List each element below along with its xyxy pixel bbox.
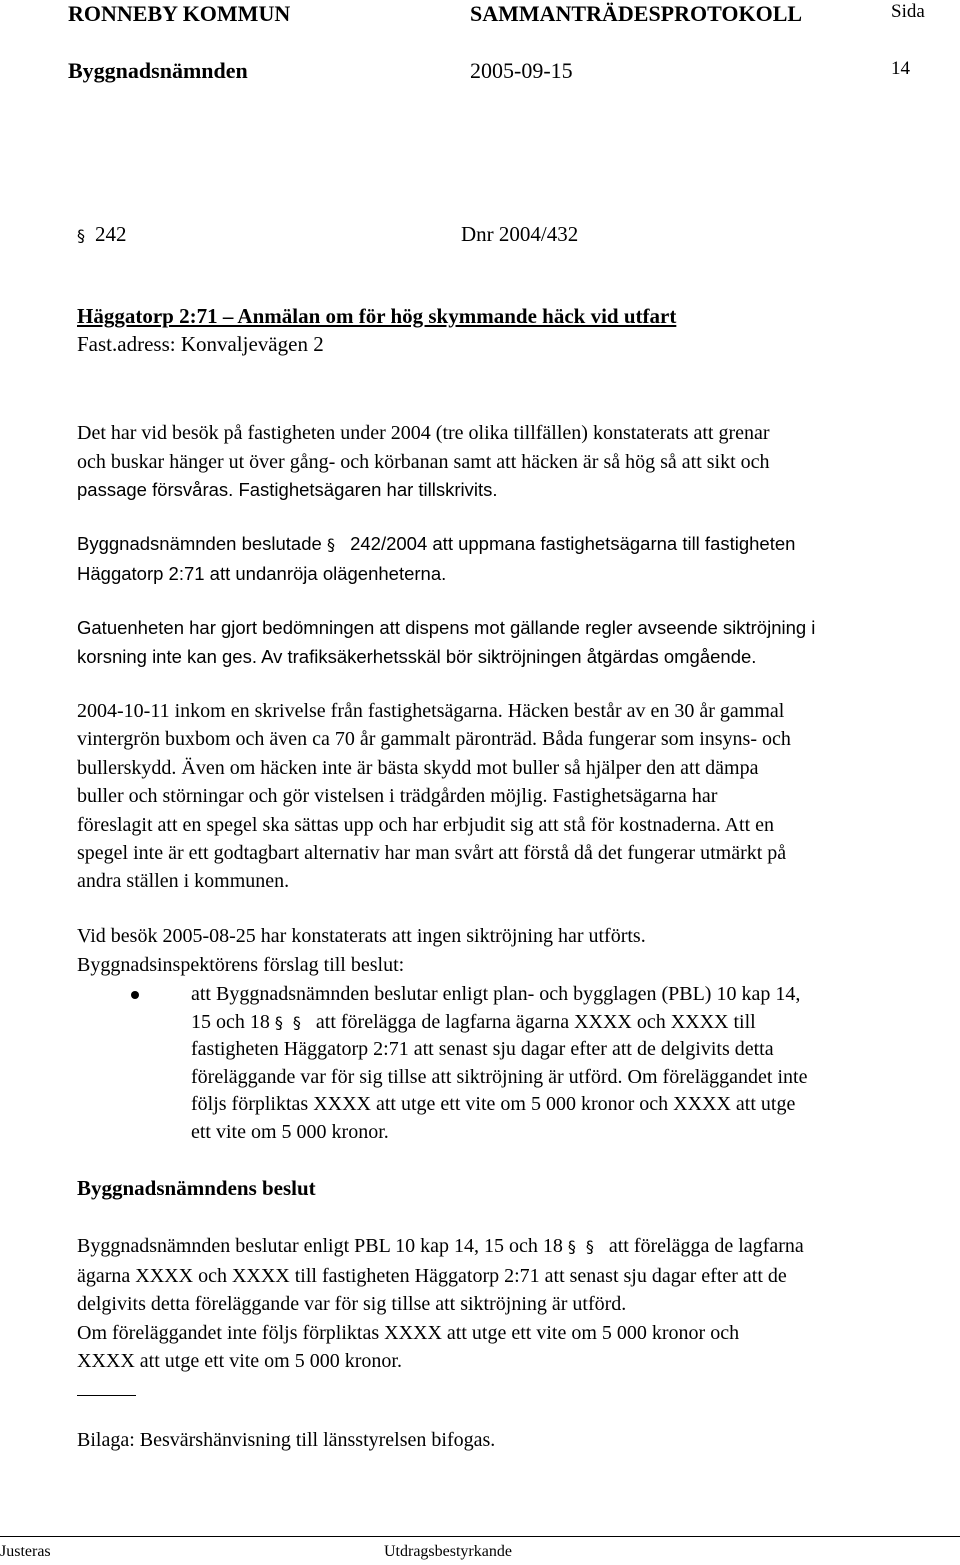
paragraph-4-line: spegel inte är ett godtagbart alternativ har man svårt att förstå då det fungerar utmärkt på — [77, 842, 787, 865]
paragraph-2 — [77, 530, 795, 588]
section-symbol: § — [326, 535, 335, 554]
header-date: 2005-09-15 — [470, 58, 573, 83]
proposal-part: att förelägga de lagfarna ägarna XXXX och XXXX till — [315, 1010, 756, 1033]
paragraph-1 — [77, 419, 770, 505]
case-number-value: 242 — [95, 222, 127, 246]
section-symbol: § — [77, 226, 85, 245]
bullet-dot-icon — [131, 991, 139, 999]
paragraph-4 — [77, 697, 791, 896]
case-title: Häggatorp 2:71 – Anmälan om för hög skymmande häck vid utfart — [77, 304, 677, 328]
paragraph-2-line: Häggatorp 2:71 att undanröja olägenheterna. — [77, 562, 447, 584]
paragraph-5 — [77, 922, 646, 979]
case-number — [77, 222, 127, 247]
paragraph-2-part: 242/2004 att uppmana fastighetsägarna till fastigheten — [350, 533, 796, 554]
section-symbol: § — [292, 1012, 301, 1032]
proposal-line: ett vite om 5 000 kronor. — [191, 1120, 389, 1143]
attachment-note: Bilaga: Besvärshänvisning till länsstyrelsen bifogas. — [77, 1429, 496, 1451]
proposal-line: fastigheten Häggatorp 2:71 att senast sju dagar efter att de delgivits detta — [191, 1038, 774, 1060]
proposal-line: föreläggande var för sig tillse att siktröjning är utförd. Om föreläggandet inte — [191, 1065, 808, 1088]
case-address: Fast.adress: Konvaljevägen 2 — [77, 332, 324, 356]
header-doc-type: SAMMANTRÄDESPROTOKOLL — [470, 1, 803, 26]
decision-line: XXXX att utge ett vite om 5 000 kronor. — [77, 1350, 402, 1372]
decision-part: Byggnadsnämnden beslutar enligt PBL 10 kap 14, 15 och 18 — [77, 1235, 563, 1257]
paragraph-4-line: buller och störningar och gör vistelsen i trädgården möjlig. Fastighetsägarna har — [77, 785, 718, 808]
case-dnr: Dnr 2004/432 — [461, 222, 579, 246]
decision-line: ägarna XXXX och XXXX till fastigheten Häggatorp 2:71 att senast sju dagar efter att de — [77, 1264, 787, 1287]
paragraph-3-line: korsning inte kan ges. Av trafiksäkerhetsskäl bör siktröjningen åtgärdas omgående. — [77, 645, 757, 667]
footer-justeras: Justeras — [0, 1543, 51, 1560]
footer-divider — [0, 1536, 960, 1537]
paragraph-3-line: Gatuenheten har gjort bedömningen att dispens mot gällande regler avseende siktröjning i — [77, 617, 816, 638]
paragraph-4-line: andra ställen i kommunen. — [77, 870, 290, 893]
footer-utdragsbestyrkande: Utdragsbestyrkande — [384, 1543, 512, 1560]
paragraph-4-line: föreslagit att en spegel ska sättas upp och har erbjudit sig att stå för kostnaderna. Att en — [77, 813, 775, 836]
paragraph-4-line: bullerskydd. Även om häcken inte är bästa skydd mot buller så hjälper den att dämpa — [77, 756, 759, 779]
paragraph-4-line: 2004-10-11 inkom en skrivelse från fastighetsägarna. Häcken består av en 30 år gammal — [77, 700, 785, 722]
paragraph-5-line: Vid besök 2005-08-25 har konstaterats att ingen siktröjning har utförts. — [77, 925, 646, 947]
paragraph-5-line: Byggnadsinspektörens förslag till beslut: — [77, 953, 405, 976]
decision-heading: Byggnadsnämndens beslut — [77, 1176, 316, 1200]
proposal-bullet-text — [191, 981, 807, 1146]
header-page-label: Sida — [891, 1, 925, 22]
decision-text — [77, 1232, 804, 1376]
decision-line: delgivits detta föreläggande var för sig tillse att siktröjning är utförd. — [77, 1293, 627, 1315]
section-symbol: § — [567, 1237, 576, 1256]
header-committee: Byggnadsnämnden — [68, 58, 248, 83]
paragraph-1-line: Det har vid besök på fastigheten under 2004 (tre olika tillfällen) konstaterats att grenar — [77, 422, 770, 444]
proposal-line: att Byggnadsnämnden beslutar enligt plan- och bygglagen (PBL) 10 kap 14, — [191, 983, 801, 1005]
proposal-part: 15 och 18 — [191, 1010, 270, 1033]
paragraph-3 — [77, 614, 815, 671]
proposal-line: följs förpliktas XXXX att utge ett vite om 5 000 kronor och XXXX att utge — [191, 1093, 796, 1115]
header-page-number: 14 — [891, 58, 910, 79]
short-divider — [77, 1395, 136, 1396]
paragraph-1-line: passage försvåras. Fastighetsägaren har tillskrivits. — [77, 479, 498, 500]
paragraph-1-line: och buskar hänger ut över gång- och körbanan samt att häcken är så hög så att sikt och — [77, 450, 770, 473]
header-org: RONNEBY KOMMUN — [68, 1, 291, 26]
paragraph-2-part: Byggnadsnämnden beslutade — [77, 533, 322, 554]
paragraph-4-line: vintergrön buxbom och även ca 70 år gammalt päronträd. Båda fungerar som insyns- och — [77, 728, 791, 751]
section-symbol: § — [585, 1237, 594, 1256]
section-symbol: § — [274, 1012, 283, 1032]
decision-line: Om föreläggandet inte följs förpliktas XXXX att utge ett vite om 5 000 kronor och — [77, 1321, 740, 1344]
decision-part: att förelägga de lagfarna — [608, 1235, 804, 1257]
